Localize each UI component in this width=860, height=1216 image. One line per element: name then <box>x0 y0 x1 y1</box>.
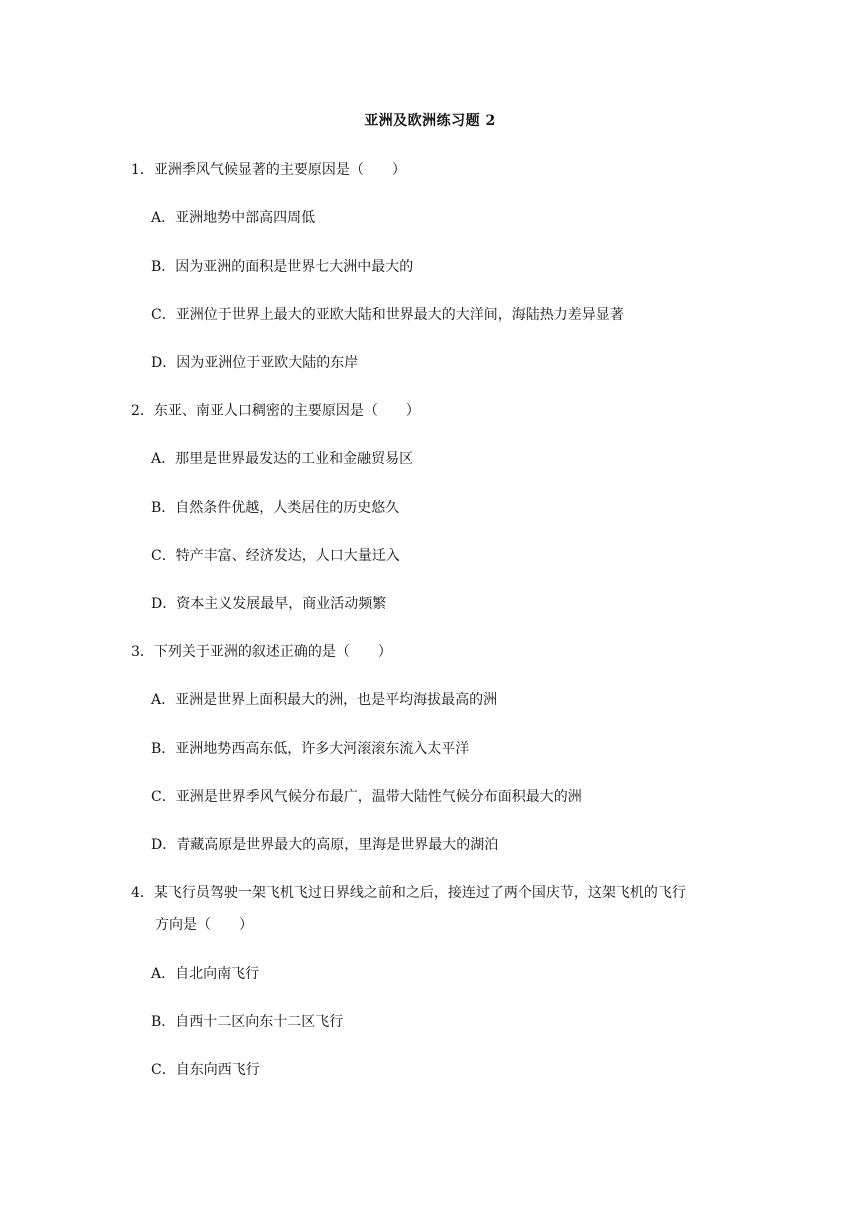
question-4-stem-continued: 方向是（ ） <box>155 917 253 933</box>
question-4-stem: 4．某飞行员驾驶一架飞机飞过日界线之前和之后，接连过了两个国庆节，这架飞机的飞行 <box>131 885 686 901</box>
question-2-stem: 2．东亚、南亚人口稠密的主要原因是（ ） <box>131 403 420 419</box>
question-3-option-b: B．亚洲地势西高东低，许多大河滚滚东流入太平洋 <box>151 741 470 757</box>
question-3-option-d: D．青藏高原是世界最大的高原，里海是世界最大的湖泊 <box>151 837 499 853</box>
question-4-option-a: A．自北向南飞行 <box>151 966 260 982</box>
page-title: 亚洲及欧洲练习题 2 <box>364 113 496 129</box>
question-3-stem: 3．下列关于亚洲的叙述正确的是（ ） <box>131 644 392 660</box>
question-1-option-b: B．因为亚洲的面积是世界七大洲中最大的 <box>151 259 414 275</box>
question-3-option-a: A．亚洲是世界上面积最大的洲，也是平均海拔最高的洲 <box>151 692 498 708</box>
question-2-option-d: D．资本主义发展最早，商业活动频繁 <box>151 596 387 612</box>
question-1-option-c: C．亚洲位于世界上最大的亚欧大陆和世界最大的大洋间，海陆热力差异显著 <box>151 307 624 323</box>
question-2-option-a: A．那里是世界最发达的工业和金融贸易区 <box>151 451 414 467</box>
question-1-stem: 1．亚洲季风气候显著的主要原因是（ ） <box>131 162 406 178</box>
question-1-option-d: D．因为亚洲位于亚欧大陆的东岸 <box>151 355 359 371</box>
question-1-option-a: A．亚洲地势中部高四周低 <box>151 210 316 226</box>
question-2-option-c: C．特产丰富、经济发达，人口大量迁入 <box>151 548 400 564</box>
question-4-option-c: C．自东向西飞行 <box>151 1062 260 1078</box>
question-4-option-b: B．自西十二区向东十二区飞行 <box>151 1014 344 1030</box>
question-3-option-c: C．亚洲是世界季风气候分布最广，温带大陆性气候分布面积最大的洲 <box>151 789 582 805</box>
question-2-option-b: B．自然条件优越，人类居住的历史悠久 <box>151 500 400 516</box>
